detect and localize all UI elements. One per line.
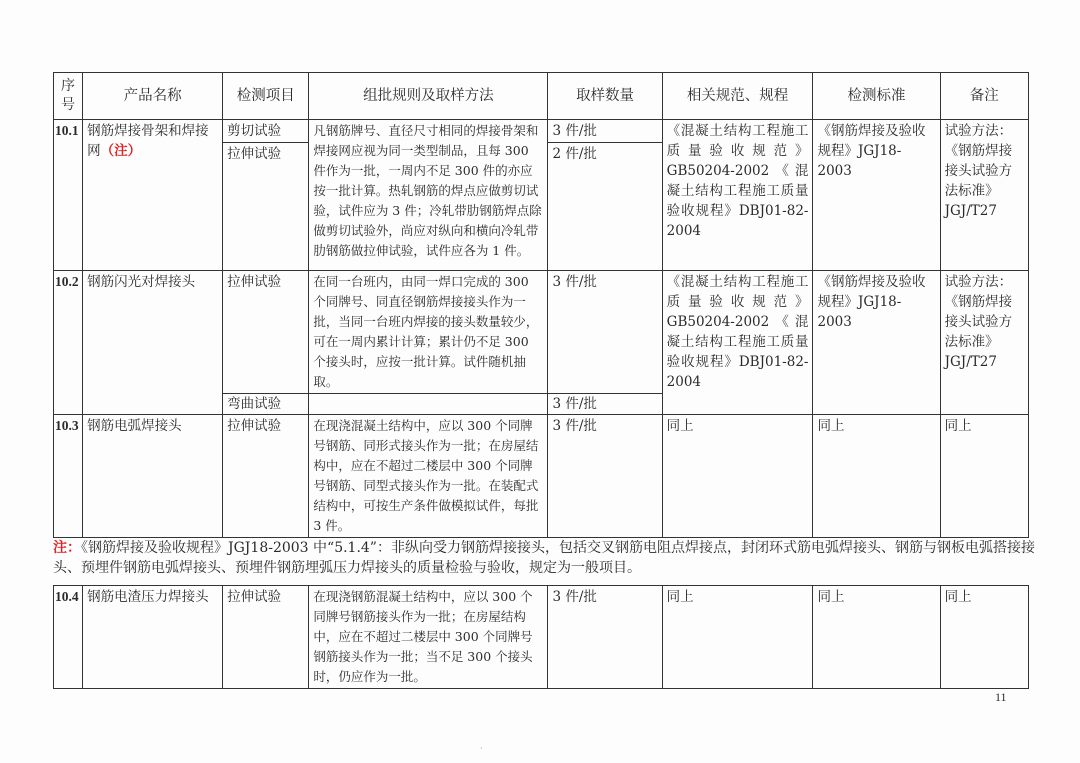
row-product-name: 钢筋电渣压力焊接头 <box>83 586 223 689</box>
inspection-table <box>53 72 1029 538</box>
row-product-name: 钢筋闪光对焊接头 <box>83 271 223 415</box>
row-batch-rule <box>309 394 548 415</box>
row-no: 10.1 <box>54 120 83 271</box>
scan-artifact-dot: · <box>480 744 483 753</box>
header-test-item: 检测项目 <box>223 73 309 120</box>
header-no: 序号 <box>54 73 83 120</box>
row-remark: 试验方法：《钢筋焊接接头试验方法标准》JGJ/T27 <box>940 271 1028 415</box>
row-batch-rule: 在同一台班内，由同一焊口完成的 300 个同牌号、同直径钢筋焊接接头作为一批，当同一台班内焊接的接头数量较少，可在一周内累计计算；累计仍不足 300 个接头时，应按一批计算。试件随机抽取。 <box>309 271 548 394</box>
table-header-row <box>54 73 1029 120</box>
header-test-standard: 检测标准 <box>813 73 940 120</box>
row-test-item: 剪切试验 <box>223 120 309 143</box>
inspection-table-continued <box>53 585 1029 689</box>
row-batch-rule: 在现浇混凝土结构中，应以 300 个同牌号钢筋、同形式接头作为一批；在房屋结构中，应在不超过二楼层中 300 个同牌号钢筋、同型式接头作为一批。在装配式结构中，可按生产条件做模拟试件，每批 3 件。 <box>309 415 548 538</box>
row-batch-rule: 凡钢筋牌号、直径尺寸相同的焊接骨架和焊接网应视为同一类型制品，且每 300 件作为一批，一周内不足 300 件的亦应按一批计算。热轧钢筋的焊点应做剪切试验，试件应为 3 件；冷轧带肋钢筋焊点除做剪切试验外，尚应对纵向和横向冷轧带肋钢筋做拉伸试验，试件应各为 1 件。 <box>309 120 548 271</box>
row-test-item: 拉伸试验 <box>223 415 309 538</box>
row-remark: 试验方法：《钢筋焊接接头试验方法标准》JGJ/T27 <box>940 120 1028 271</box>
table-row <box>54 271 1029 394</box>
row-no: 10.3 <box>54 415 83 538</box>
table-row <box>54 120 1029 143</box>
row-test-standard: 《钢筋焊接及验收规程》JGJ18-2003 <box>813 271 940 415</box>
page-number: 11 <box>995 690 1007 704</box>
row-related-standard: 同上 <box>662 415 813 538</box>
table-row <box>54 415 1029 538</box>
row-test-standard: 同上 <box>813 586 940 689</box>
row-related-standard: 同上 <box>662 586 813 689</box>
header-product-name: 产品名称 <box>83 73 223 120</box>
row-test-item: 拉伸试验 <box>223 586 309 689</box>
row-sample-qty: 3 件/批 <box>548 586 662 689</box>
row-sample-qty: 2 件/批 <box>548 143 662 271</box>
header-sample-qty: 取样数量 <box>548 73 662 120</box>
footnote-text: 《钢筋焊接及验收规程》JGJ18-2003 中“5.1.4”：非纵向受力钢筋焊接接头，包括交叉钢筋电阻点焊接点，封闭环式筋电弧焊接头、钢筋与钢板电弧搭接接头、预埋件钢筋电弧焊接头、预埋件钢筋埋弧压力焊接头的质量检验与验收，规定为一般项目。 <box>53 540 1035 576</box>
row-sample-qty: 3 件/批 <box>548 394 662 415</box>
row-test-item: 弯曲试验 <box>223 394 309 415</box>
row-sample-qty: 3 件/批 <box>548 271 662 394</box>
header-remark: 备注 <box>940 73 1028 120</box>
header-batch-rule: 组批规则及取样方法 <box>309 73 548 120</box>
product-name-text: 钢筋焊接骨架和焊接网 <box>87 123 209 159</box>
row-batch-rule: 在现浇钢筋混凝土结构中，应以 300 个同牌号钢筋接头作为一批；在房屋结构中，应在不超过二楼层中 300 个同牌号钢筋接头作为一批；当不足 300 个接头时，仍应作为一批。 <box>309 586 548 689</box>
row-no: 10.2 <box>54 271 83 415</box>
row-test-item: 拉伸试验 <box>223 271 309 394</box>
header-related-standard: 相关规范、规程 <box>662 73 813 120</box>
footnote-label: 注： <box>53 540 81 556</box>
note-marker: （注） <box>100 143 142 159</box>
footnote <box>53 538 1043 578</box>
row-related-standard: 《混凝土结构工程施工质量验收规范》GB50204-2002《混凝土结构工程施工质量验收规程》DBJ01-82-2004 <box>662 271 813 415</box>
row-test-standard: 同上 <box>813 415 940 538</box>
row-no: 10.4 <box>54 586 83 689</box>
row-product-name: 钢筋电弧焊接头 <box>83 415 223 538</box>
row-product-name <box>83 120 223 271</box>
table-row <box>54 586 1029 689</box>
row-sample-qty: 3 件/批 <box>548 415 662 538</box>
row-remark: 同上 <box>940 586 1028 689</box>
row-remark: 同上 <box>940 415 1028 538</box>
row-test-standard: 《钢筋焊接及验收规程》JGJ18-2003 <box>813 120 940 271</box>
row-test-item: 拉伸试验 <box>223 143 309 271</box>
row-sample-qty: 3 件/批 <box>548 120 662 143</box>
row-related-standard: 《混凝土结构工程施工质量验收规范》GB50204-2002《混凝土结构工程施工质量验收规程》DBJ01-82-2004 <box>662 120 813 271</box>
